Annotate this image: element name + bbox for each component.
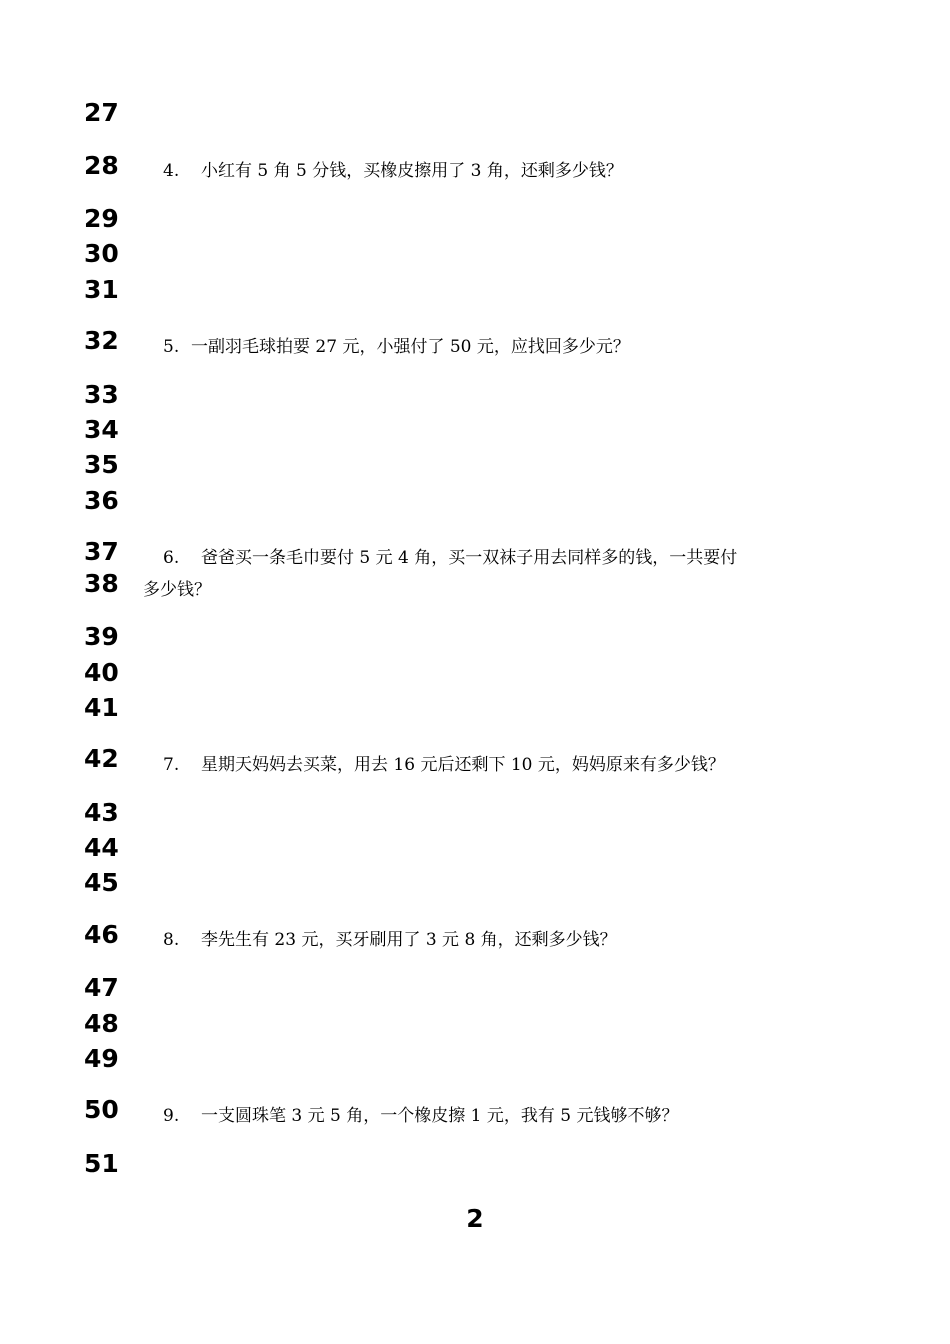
line-number: 29 — [84, 204, 119, 233]
line-number: 41 — [84, 693, 119, 722]
question-text: 一支圆珠笔 3 元 5 角，一个橡皮擦 1 元，我有 5 元钱够不够？ — [201, 1106, 679, 1126]
line-number: 36 — [84, 486, 119, 515]
line-number: 34 — [84, 415, 119, 444]
question-number: 8. — [163, 930, 180, 950]
line-number: 32 — [84, 326, 119, 355]
question-4 — [163, 159, 623, 183]
question-6 — [163, 546, 737, 570]
line-number: 42 — [84, 744, 119, 773]
line-number: 33 — [84, 380, 119, 409]
question-9 — [163, 1104, 679, 1128]
line-number: 51 — [84, 1149, 119, 1178]
line-number: 46 — [84, 920, 119, 949]
question-7 — [163, 753, 725, 777]
question-text: 一副羽毛球拍要 27 元，小强付了 50 元，应找回多少元？ — [191, 337, 630, 357]
line-number: 28 — [84, 151, 119, 180]
line-number: 44 — [84, 833, 119, 862]
question-number: 6. — [163, 548, 180, 568]
line-number: 31 — [84, 275, 119, 304]
question-6-continuation: 多少钱？ — [143, 580, 211, 600]
line-number: 40 — [84, 658, 119, 687]
line-number: 27 — [84, 98, 119, 127]
line-number: 50 — [84, 1095, 119, 1124]
question-number: 5. — [163, 337, 180, 357]
line-number: 48 — [84, 1009, 119, 1038]
line-number: 35 — [84, 450, 119, 479]
line-number: 47 — [84, 973, 119, 1002]
question-number: 7. — [163, 755, 180, 775]
line-number: 49 — [84, 1044, 119, 1073]
line-number: 45 — [84, 868, 119, 897]
page-number: 2 — [466, 1204, 484, 1233]
line-number: 30 — [84, 239, 119, 268]
line-number: 39 — [84, 622, 119, 651]
question-5 — [163, 335, 630, 359]
question-text: 小红有 5 角 5 分钱，买橡皮擦用了 3 角，还剩多少钱？ — [201, 161, 623, 181]
question-text: 李先生有 23 元，买牙刷用了 3 元 8 角，还剩多少钱？ — [201, 930, 617, 950]
question-8 — [163, 928, 617, 952]
question-number: 4. — [163, 161, 180, 181]
line-number: 37 — [84, 537, 119, 566]
question-text: 爸爸买一条毛巾要付 5 元 4 角，买一双袜子用去同样多的钱，一共要付 — [201, 548, 738, 568]
line-number: 43 — [84, 798, 119, 827]
question-number: 9. — [163, 1106, 180, 1126]
question-text: 星期天妈妈去买菜，用去 16 元后还剩下 10 元，妈妈原来有多少钱？ — [201, 755, 725, 775]
line-number: 38 — [84, 569, 119, 598]
